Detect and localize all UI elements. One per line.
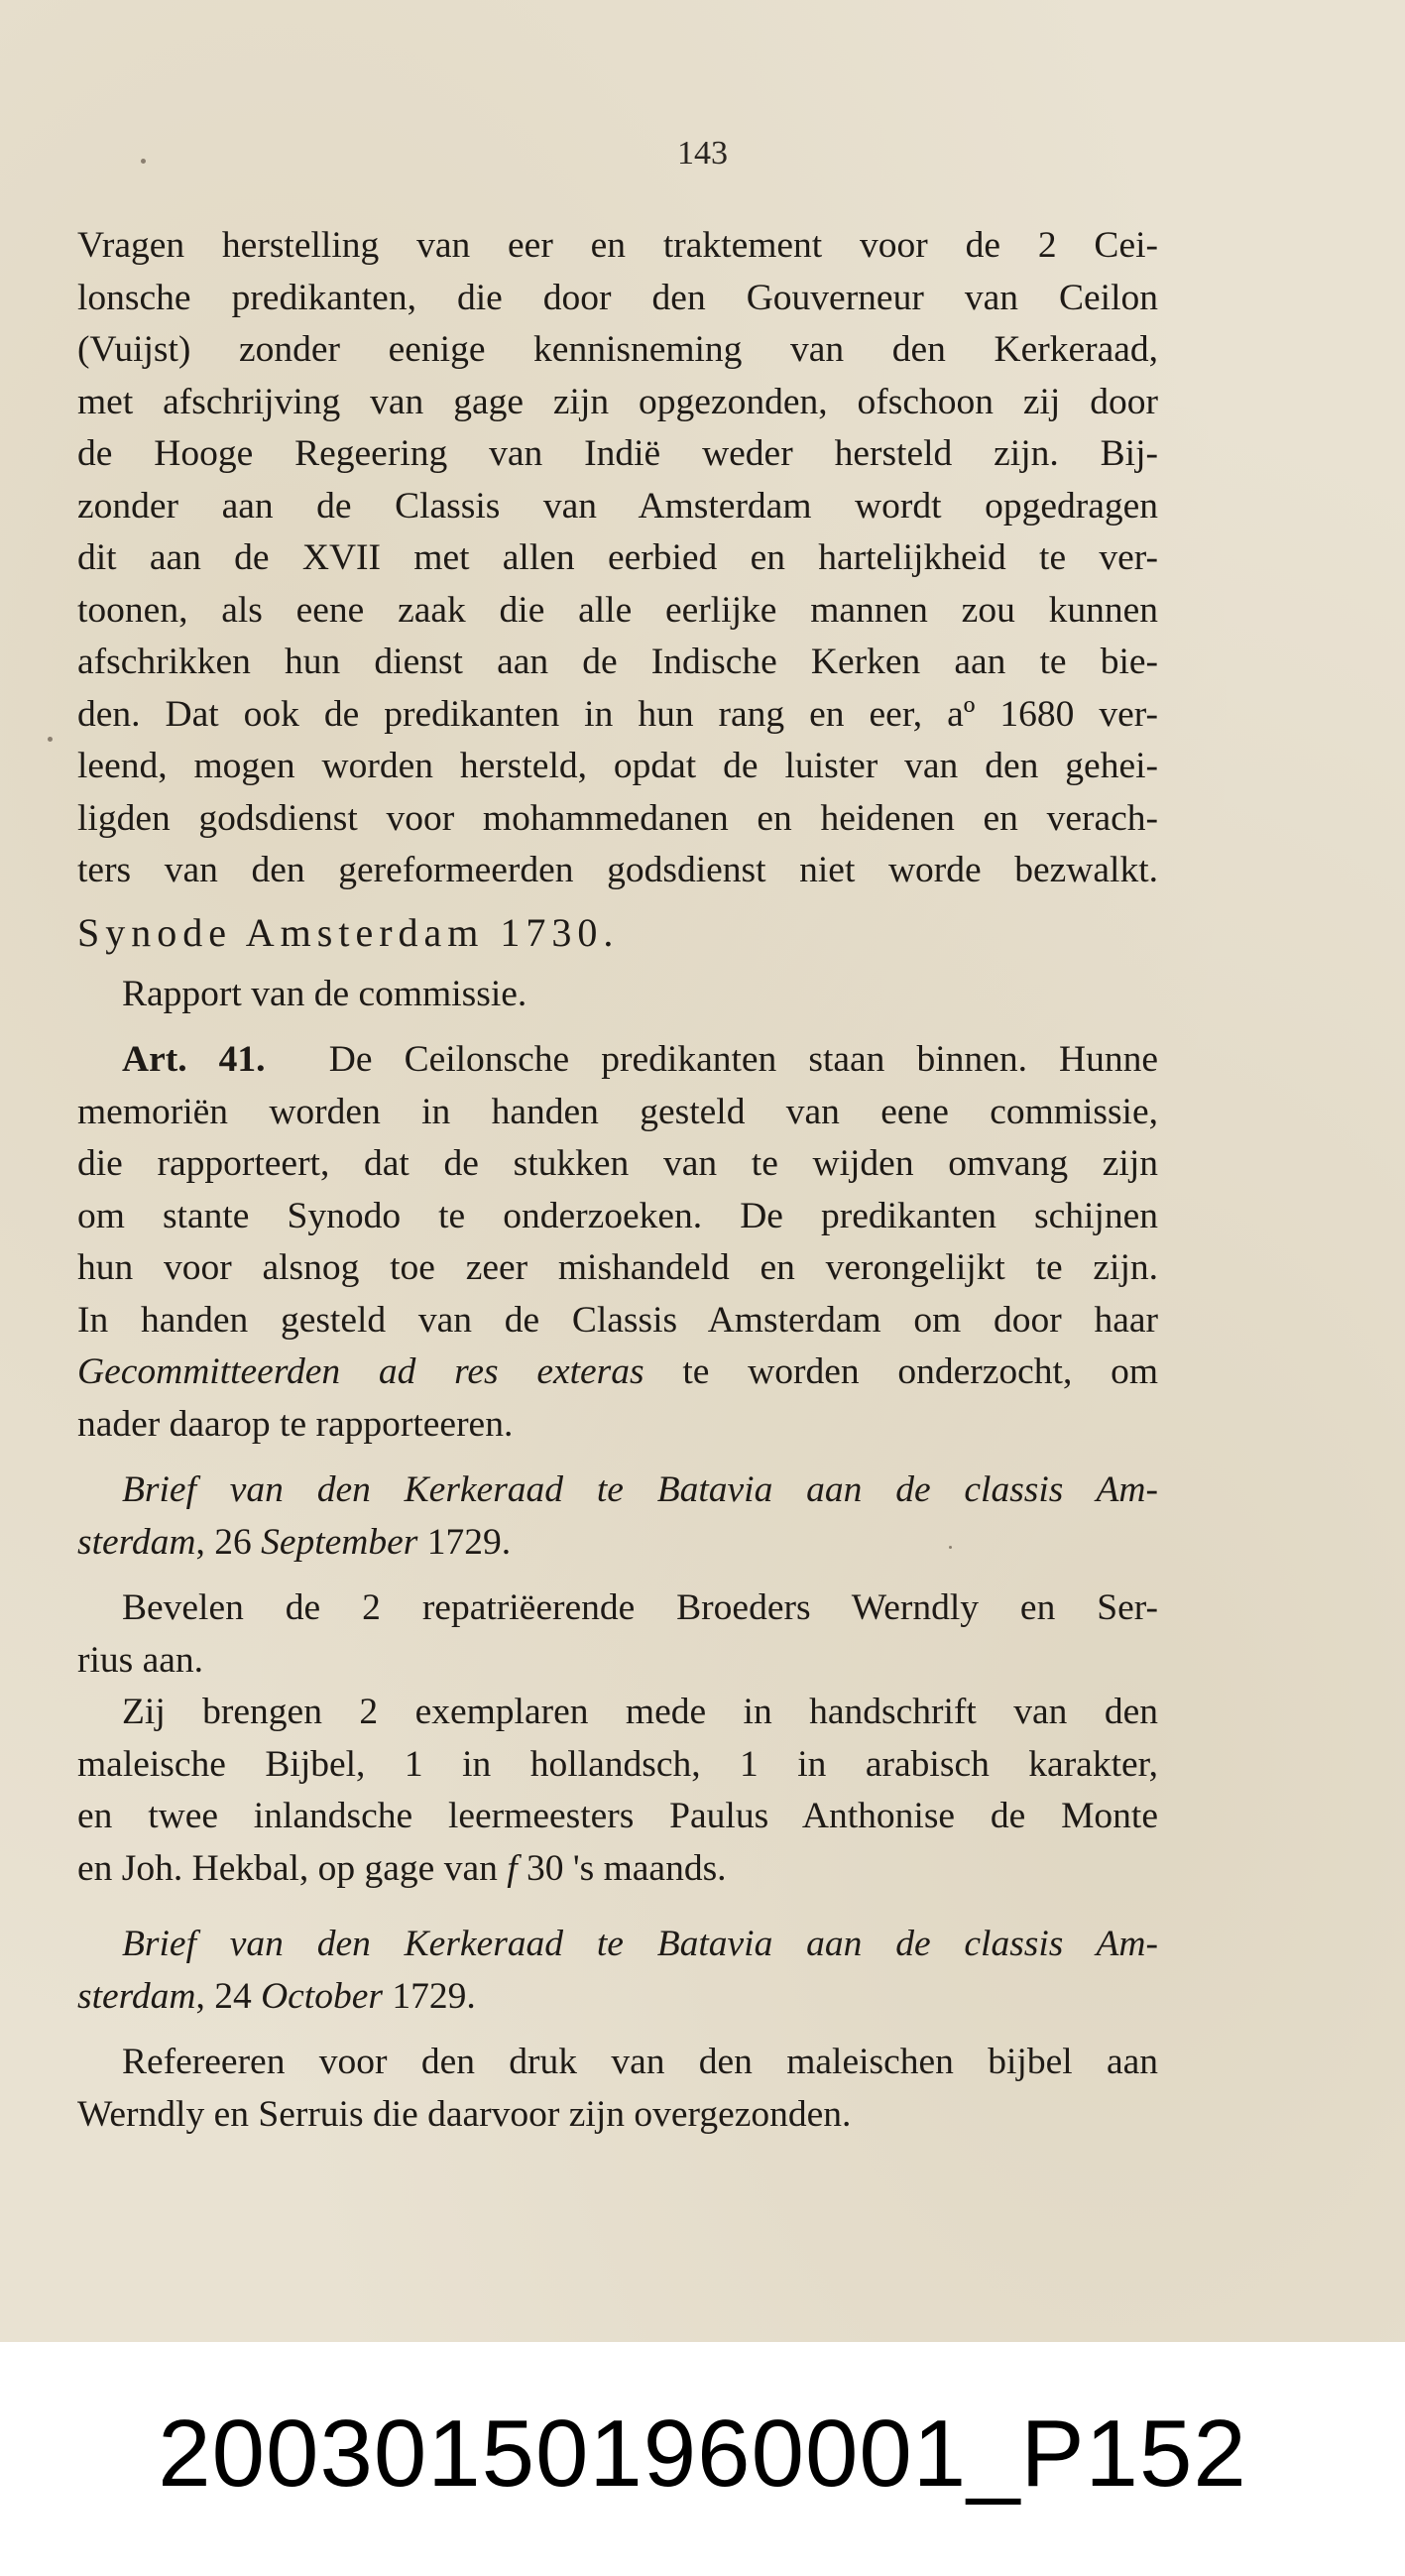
text-line: hun voor alsnog toe zeer mishandeld en verongelijkt te zijn.: [77, 1247, 1158, 1288]
text-line: en Joh. Hekbal, op gage van f 30 's maands.: [77, 1847, 727, 1889]
text-line: rius aan.: [77, 1639, 204, 1681]
text-line: Vragen herstelling van eer en traktement voor de 2 Cei-: [77, 225, 1158, 266]
ink-speck: [48, 737, 53, 742]
letter-reference-october: [77, 1919, 1158, 2023]
text-line: nader daarop te rapporteeren.: [77, 1403, 514, 1445]
text-line: maleische Bijbel, 1 in hollandsch, 1 in arabisch karakter,: [77, 1743, 1158, 1785]
section-heading-synode: Synode Amsterdam 1730.: [77, 909, 620, 955]
page-number: 143: [677, 135, 728, 172]
text-line: sterdam, 24 October 1729.: [77, 1975, 476, 2017]
text-line: memoriën worden in handen gesteld van eene commissie,: [77, 1091, 1158, 1132]
paragraph-zij-brengen: [77, 1687, 1158, 1895]
scan-identifier: 20030150196000​1_P152: [158, 2400, 1247, 2507]
article-41: [77, 1034, 1158, 1451]
text-line: dit aan de XVII met allen eerbied en hartelijkheid te ver-: [77, 537, 1158, 578]
text-line: met afschrijving van gage zijn opgezonden, ofschoon zij door: [77, 381, 1158, 422]
paragraph-ceilon-request: [77, 220, 1158, 897]
text-line: Gecommitteerden ad res exteras te worden onderzocht, om: [77, 1351, 1158, 1392]
text-line: Werndly en Serruis die daarvoor zijn overgezonden.: [77, 2093, 852, 2135]
text-line: ters van den gereformeerden godsdienst niet worde bezwalkt.: [77, 850, 1158, 890]
text-line: In handen gesteld van de Classis Amsterdam om door haar: [77, 1299, 1158, 1341]
text-line: de Hooge Regeering van Indië weder hersteld zijn. Bij-: [77, 433, 1158, 474]
text-line: Brief van den Kerkeraad te Batavia aan de classis Am-: [122, 1924, 1158, 1964]
text-line: ligden godsdienst voor mohammedanen en heidenen en verach-: [77, 797, 1158, 839]
text-line: den. Dat ook de predikanten in hun rang en eer, aº 1680 ver-: [77, 693, 1158, 735]
text-line: lonsche predikanten, die door den Gouverneur van Ceilon: [77, 277, 1158, 318]
text-line: zonder aan de Classis van Amsterdam wordt opgedragen: [77, 485, 1158, 527]
text-line: Zij brengen 2 exemplaren mede in handschrift van den: [122, 1692, 1158, 1732]
text-line: Brief van den Kerkeraad te Batavia aan de classis Am-: [122, 1469, 1158, 1510]
article-label: Art. 41.: [122, 1039, 266, 1080]
report-heading: Rapport van de commissie.: [122, 973, 527, 1014]
body-text: [77, 220, 1158, 2141]
text-line: om stante Synodo te onderzoeken. De predikanten schijnen: [77, 1195, 1158, 1236]
text-line: leend, mogen worden hersteld, opdat de luister van den gehei-: [77, 746, 1158, 786]
text-line: Art. 41. De Ceilonsche predikanten staan binnen. Hunne: [122, 1039, 1158, 1080]
text-line: (Vuijst) zonder eenige kennisneming van den Kerkeraad,: [77, 329, 1158, 370]
text-line: Refereeren voor den druk van den maleischen bijbel aan: [122, 2042, 1158, 2082]
text-line: toonen, als eene zaak die alle eerlijke mannen zou kunnen: [77, 589, 1158, 631]
text-line: sterdam, 26 September 1729.: [77, 1521, 512, 1563]
text-line: die rapporteert, dat de stukken van te wijden omvang zijn: [77, 1143, 1158, 1184]
letter-reference-september: [77, 1464, 1158, 1569]
text-line: Bevelen de 2 repatriëerende Broeders Werndly en Ser-: [122, 1587, 1158, 1628]
text-line: afschrikken hun dienst aan de Indische Kerken aan te bie-: [77, 642, 1158, 682]
paragraph-bevelen: [77, 1582, 1158, 1687]
paragraph-refereeren: [77, 2037, 1158, 2141]
text-line: en twee inlandsche leermeesters Paulus Anthonise de Monte: [77, 1796, 1158, 1836]
